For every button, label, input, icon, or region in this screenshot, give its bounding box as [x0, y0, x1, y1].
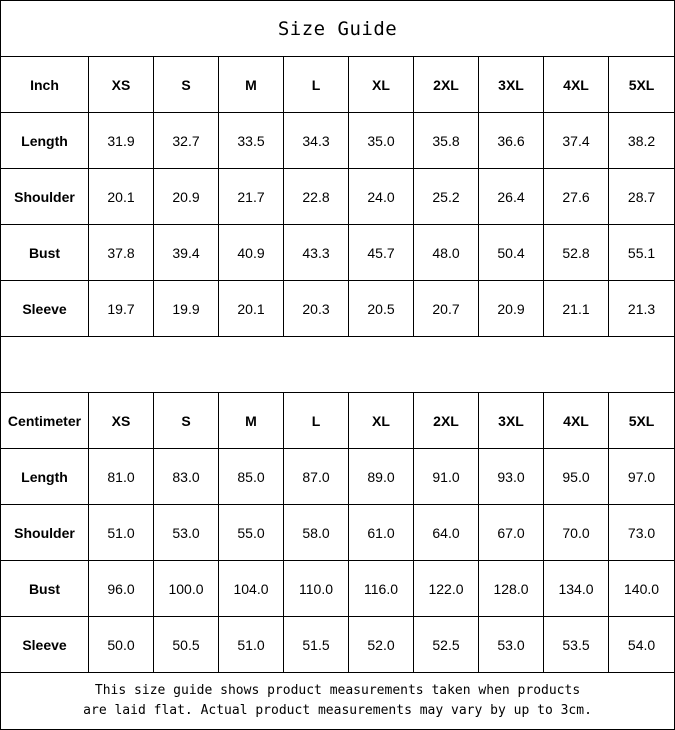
measurement-value: 85.0 — [219, 449, 284, 505]
measurement-value: 87.0 — [284, 449, 349, 505]
measurement-value: 19.7 — [89, 281, 154, 337]
measurement-value: 53.5 — [544, 617, 609, 673]
measurement-value: 28.7 — [609, 169, 675, 225]
table-row — [1, 449, 675, 505]
size-header-m: M — [219, 57, 284, 113]
measurement-value: 61.0 — [349, 505, 414, 561]
measurement-value: 91.0 — [414, 449, 479, 505]
measurement-value: 89.0 — [349, 449, 414, 505]
table-row — [1, 617, 675, 673]
size-header-3xl: 3XL — [479, 393, 544, 449]
size-header-xs: XS — [89, 393, 154, 449]
measurement-value: 40.9 — [219, 225, 284, 281]
measurement-value: 134.0 — [544, 561, 609, 617]
centimeter-header-row — [1, 393, 675, 449]
table-row — [1, 169, 675, 225]
measurement-value: 27.6 — [544, 169, 609, 225]
spacer-cell — [1, 337, 675, 393]
measurement-label: Sleeve — [1, 617, 89, 673]
measurement-value: 48.0 — [414, 225, 479, 281]
size-header-s: S — [154, 393, 219, 449]
measurement-value: 19.9 — [154, 281, 219, 337]
inch-header-row — [1, 57, 675, 113]
measurement-value: 20.3 — [284, 281, 349, 337]
measurement-value: 20.1 — [89, 169, 154, 225]
measurement-value: 96.0 — [89, 561, 154, 617]
measurement-value: 20.7 — [414, 281, 479, 337]
measurement-value: 31.9 — [89, 113, 154, 169]
measurement-value: 50.5 — [154, 617, 219, 673]
section-spacer — [1, 337, 675, 393]
measurement-value: 51.0 — [89, 505, 154, 561]
measurement-label: Sleeve — [1, 281, 89, 337]
measurement-value: 97.0 — [609, 449, 675, 505]
size-header-xl: XL — [349, 393, 414, 449]
measurement-value: 34.3 — [284, 113, 349, 169]
measurement-value: 73.0 — [609, 505, 675, 561]
size-header-2xl: 2XL — [414, 393, 479, 449]
measurement-value: 22.8 — [284, 169, 349, 225]
size-header-s: S — [154, 57, 219, 113]
measurement-value: 39.4 — [154, 225, 219, 281]
table-row — [1, 281, 675, 337]
measurement-label: Shoulder — [1, 505, 89, 561]
table-row — [1, 225, 675, 281]
measurement-value: 52.0 — [349, 617, 414, 673]
measurement-value: 67.0 — [479, 505, 544, 561]
measurement-label: Bust — [1, 561, 89, 617]
measurement-value: 52.8 — [544, 225, 609, 281]
measurement-value: 35.8 — [414, 113, 479, 169]
size-header-5xl: 5XL — [609, 393, 675, 449]
note-line-2: are laid flat. Actual product measurements may vary by up to 3cm. — [83, 703, 592, 718]
measurement-value: 20.9 — [479, 281, 544, 337]
measurement-value: 36.6 — [479, 113, 544, 169]
measurement-value: 20.1 — [219, 281, 284, 337]
measurement-value: 20.9 — [154, 169, 219, 225]
size-header-xl: XL — [349, 57, 414, 113]
inch-unit-label: Inch — [1, 57, 89, 113]
measurement-value: 104.0 — [219, 561, 284, 617]
measurement-value: 55.1 — [609, 225, 675, 281]
measurement-value: 43.3 — [284, 225, 349, 281]
measurement-value: 21.7 — [219, 169, 284, 225]
table-row — [1, 505, 675, 561]
measurement-value: 26.4 — [479, 169, 544, 225]
measurement-value: 32.7 — [154, 113, 219, 169]
size-header-l: L — [284, 57, 349, 113]
measurement-value: 21.1 — [544, 281, 609, 337]
size-header-4xl: 4XL — [544, 57, 609, 113]
size-header-xs: XS — [89, 57, 154, 113]
note-line-1: This size guide shows product measurements taken when products — [94, 683, 581, 698]
size-header-5xl: 5XL — [609, 57, 675, 113]
measurement-label: Shoulder — [1, 169, 89, 225]
measurement-value: 58.0 — [284, 505, 349, 561]
measurement-value: 38.2 — [609, 113, 675, 169]
table-row — [1, 113, 675, 169]
measurement-label: Bust — [1, 225, 89, 281]
measurement-value: 64.0 — [414, 505, 479, 561]
measurement-value: 37.8 — [89, 225, 154, 281]
measurement-value: 20.5 — [349, 281, 414, 337]
measurement-value: 93.0 — [479, 449, 544, 505]
measurement-value: 83.0 — [154, 449, 219, 505]
measurement-value: 24.0 — [349, 169, 414, 225]
measurement-value: 95.0 — [544, 449, 609, 505]
measurement-value: 53.0 — [154, 505, 219, 561]
measurement-value: 51.5 — [284, 617, 349, 673]
measurement-value: 50.0 — [89, 617, 154, 673]
measurement-value: 116.0 — [349, 561, 414, 617]
measurement-value: 100.0 — [154, 561, 219, 617]
size-header-m: M — [219, 393, 284, 449]
measurement-value: 70.0 — [544, 505, 609, 561]
size-header-3xl: 3XL — [479, 57, 544, 113]
measurement-value: 37.4 — [544, 113, 609, 169]
measurement-value: 128.0 — [479, 561, 544, 617]
measurement-value: 45.7 — [349, 225, 414, 281]
note-row — [1, 673, 675, 730]
measurement-value: 140.0 — [609, 561, 675, 617]
table-row — [1, 561, 675, 617]
measurement-note — [1, 673, 675, 730]
measurement-value: 51.0 — [219, 617, 284, 673]
page-title: Size Guide — [1, 1, 675, 57]
measurement-value: 21.3 — [609, 281, 675, 337]
measurement-value: 110.0 — [284, 561, 349, 617]
measurement-value: 122.0 — [414, 561, 479, 617]
size-header-l: L — [284, 393, 349, 449]
size-header-4xl: 4XL — [544, 393, 609, 449]
measurement-value: 53.0 — [479, 617, 544, 673]
measurement-label: Length — [1, 449, 89, 505]
measurement-value: 81.0 — [89, 449, 154, 505]
centimeter-unit-label: Centimeter — [1, 393, 89, 449]
size-header-2xl: 2XL — [414, 57, 479, 113]
measurement-value: 55.0 — [219, 505, 284, 561]
measurement-label: Length — [1, 113, 89, 169]
measurement-value: 33.5 — [219, 113, 284, 169]
measurement-value: 50.4 — [479, 225, 544, 281]
measurement-value: 52.5 — [414, 617, 479, 673]
measurement-value: 25.2 — [414, 169, 479, 225]
measurement-value: 54.0 — [609, 617, 675, 673]
measurement-value: 35.0 — [349, 113, 414, 169]
